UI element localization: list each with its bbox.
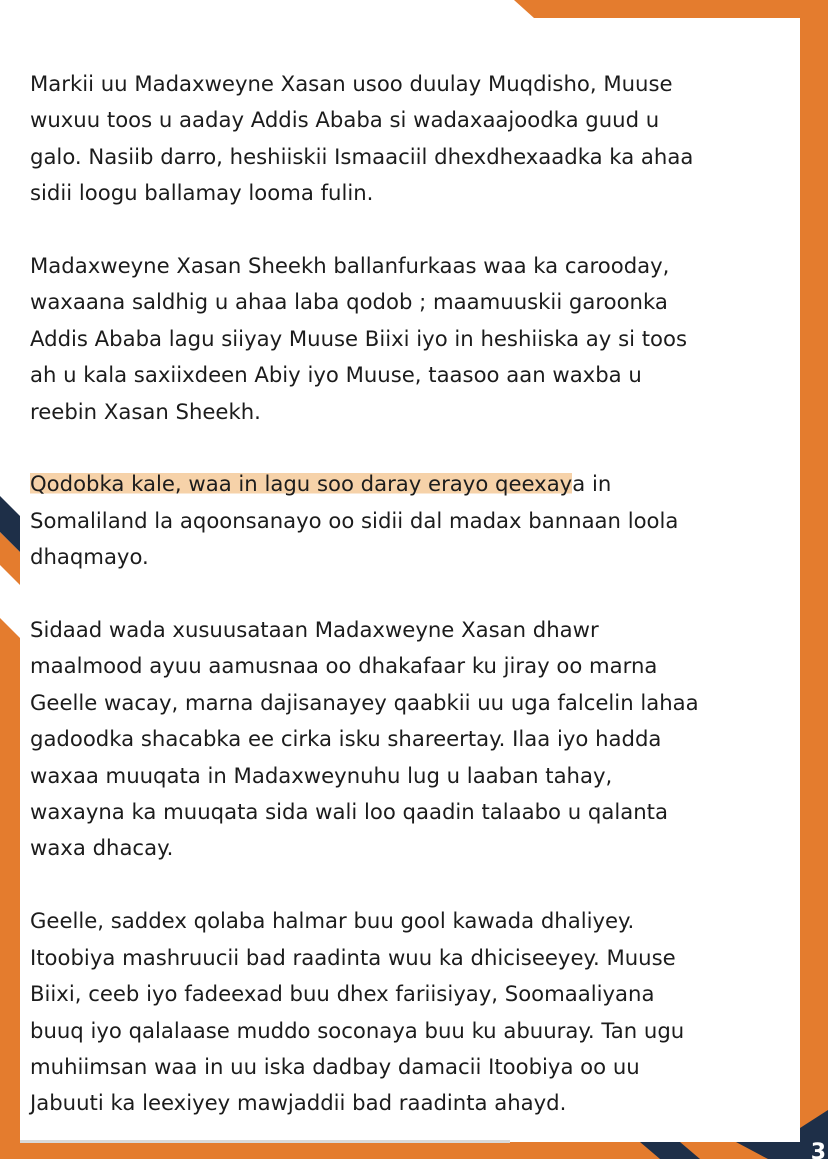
left-orange-strip-lower	[0, 618, 20, 1159]
text-line: dhaqmayo.	[30, 544, 149, 570]
text-line: waxa dhacay.	[30, 835, 174, 861]
text-line: buuq iyo qalalaase muddo soconaya buu ku abuuray. Tan ugu	[30, 1017, 685, 1043]
text-line: muhiimsan waa in uu iska dadbay damacii Itoobiya oo uu	[30, 1053, 640, 1079]
text-line: wuxuu toos u aaday Addis Ababa si wadaxaajoodka guud u	[30, 107, 660, 133]
text-line: maalmood ayuu aamusnaa oo dhakafaar ku jiray oo marna	[30, 653, 658, 679]
text-after-highlight: a in	[572, 471, 612, 497]
paragraph-1	[30, 66, 802, 212]
text-line: waxayna ka muuqata sida wali loo qaadin talaabo u qalanta	[30, 799, 668, 825]
paragraph-3	[30, 466, 802, 575]
text-line: galo. Nasiib darro, heshiiskii Ismaaciil dhexdhexaadka ka ahaa	[30, 143, 694, 169]
text-line: Madaxweyne Xasan Sheekh ballanfurkaas waa ka carooday,	[30, 253, 670, 279]
page-number: 3	[810, 1140, 826, 1165]
paragraph-5	[30, 903, 802, 1121]
right-orange-strip	[800, 0, 828, 1159]
text-line: Jabuuti ka leexiyey mawjaddii bad raadinta ahayd.	[30, 1090, 567, 1116]
top-orange-band	[514, 0, 828, 18]
text-line: Addis Ababa lagu siiyay Muuse Biixi iyo in heshiiska ay si toos	[30, 325, 687, 351]
text-line: Itoobiya mashruucii bad raadinta wuu ka dhiciseeyey. Muuse	[30, 944, 676, 970]
text-line-highlighted	[30, 466, 802, 502]
text-line: Sidaad wada xusuusataan Madaxweyne Xasan dhawr	[30, 617, 599, 643]
text-line: reebin Xasan Sheekh.	[30, 398, 261, 424]
text-line: waxaana saldhig u ahaa laba qodob ; maamuuskii garoonka	[30, 289, 668, 315]
text-line: sidii loogu ballamay looma fulin.	[30, 180, 374, 206]
text-line: gadoodka shacabka ee cirka isku shareertay. Ilaa iyo hadda	[30, 726, 662, 752]
paragraph-2	[30, 248, 802, 430]
text-line: waxaa muuqata in Madaxweynuhu lug u laaban tahay,	[30, 762, 613, 788]
text-line: Biixi, ceeb iyo fadeexad buu dhex fariisiyay, Soomaaliyana	[30, 981, 655, 1007]
article-body	[30, 66, 802, 1158]
text-line: Geelle wacay, marna dajisanayey qaabkii uu uga falcelin lahaa	[30, 689, 699, 715]
text-line: Geelle, saddex qolaba halmar buu gool kawada dhaliyey.	[30, 908, 635, 934]
text-line: Somaliland la aqoonsanayo oo sidii dal madax bannaan loola	[30, 507, 679, 533]
text-line: ah u kala saxiixdeen Abiy iyo Muuse, taasoo aan waxba u	[30, 362, 642, 388]
paragraph-4	[30, 612, 802, 867]
text-line: Markii uu Madaxweyne Xasan usoo duulay Muqdisho, Muuse	[30, 71, 673, 96]
highlighted-text: Qodobka kale, waa in lagu soo daray erayo qeexay	[30, 471, 573, 497]
